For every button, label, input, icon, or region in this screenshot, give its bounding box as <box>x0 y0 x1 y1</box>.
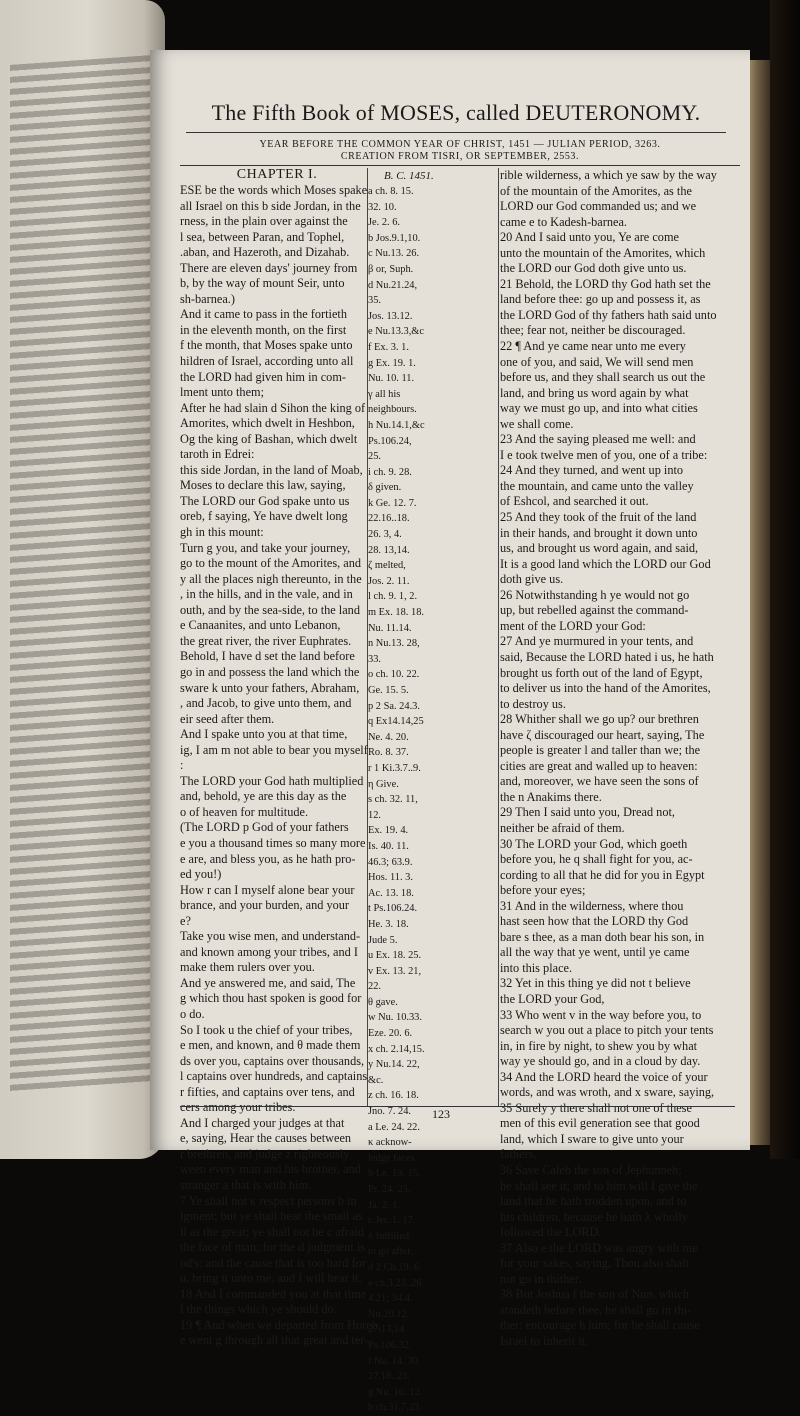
text-line: thee; fear not, neither be discouraged. <box>500 323 686 338</box>
text-line: 7 Ye shall not κ respect persons b in <box>180 1193 357 1208</box>
margin-reference: Ac. 13. 18. <box>368 887 414 899</box>
text-line: brance, and your burden, and your <box>180 898 350 913</box>
text-line: 35 Surely y there shall not one of these <box>500 1100 692 1115</box>
text-line: hast seen how that the LORD thy God <box>500 914 689 929</box>
margin-reference: ledge faces. <box>368 1152 418 1164</box>
text-line: 37 Also e the LORD was angry with me <box>500 1240 698 1255</box>
margin-reference: t Ps.106.24. <box>368 903 418 915</box>
text-line: gh in this mount: <box>180 525 264 540</box>
margin-reference: 46.3; 63.9. <box>368 856 413 868</box>
text-line: ll as the great; ye shall not be c afraid <box>180 1224 365 1239</box>
margin-date-header: B. C. 1451. <box>384 170 434 182</box>
text-line: e went g through all that great and ter- <box>180 1333 369 1348</box>
margin-reference: a Le. 24. 22. <box>368 1121 420 1133</box>
text-line: And I spake unto you at that time, <box>180 727 348 742</box>
text-line: And it came to pass in the fortieth <box>180 307 347 322</box>
text-line: doth give us. <box>500 572 564 587</box>
text-line: taroth in Edrei: <box>180 447 255 462</box>
text-line: l the things which ye should do. <box>180 1302 337 1317</box>
text-line: : <box>180 758 184 773</box>
text-line: outh, and by the sea-side, to the land <box>180 602 360 617</box>
text-line: od's: and the cause that is too hard for <box>180 1255 366 1270</box>
text-line: e? <box>180 913 191 928</box>
margin-reference: e Nu.13.3,&c <box>368 326 424 338</box>
text-line: Turn g you, and take your journey, <box>180 540 351 555</box>
text-line: ed you!) <box>180 867 222 882</box>
margin-reference: g Nu. 10. 12. <box>368 1386 423 1398</box>
margin-reference: d Nu.21.24, <box>368 279 418 291</box>
margin-reference: He. 3. 18. <box>368 918 409 930</box>
text-line: not go in thither. <box>500 1271 582 1286</box>
text-line: fathers, <box>500 1147 537 1162</box>
text-line: rible wilderness, a which ye saw by the way <box>500 168 717 182</box>
text-line: rness, in the plain over against the <box>180 214 348 229</box>
text-line: 20 And I said unto you, Ye are come <box>500 230 679 245</box>
text-line: oreb, f saying, Ye have dwelt long <box>180 509 348 524</box>
text-line: o do. <box>180 1006 205 1021</box>
margin-reference: Ja. 2. 1. <box>368 1199 401 1211</box>
text-line: followed the LORD. <box>500 1225 602 1240</box>
year-line-2: CREATION FROM TISRI, OR SEPTEMBER, 2553. <box>340 151 580 162</box>
text-line: lment unto them; <box>180 385 265 400</box>
text-line: 27 And ye murmured in your tents, and <box>500 634 694 649</box>
text-line: us, and brought us word again, and said, <box>500 541 699 556</box>
margin-reference: k Ge. 12. 7. <box>368 497 417 509</box>
text-line: u, bring it unto me, and I will hear it. <box>180 1271 362 1286</box>
margin-reference: g Ex. 19. 1. <box>368 357 416 369</box>
margin-reference: b Le. 19. 15. <box>368 1168 421 1180</box>
margin-reference: h Nu.14.1,&c <box>368 419 425 431</box>
text-line: eir seed after them. <box>180 711 275 726</box>
margin-reference: a ch. 8. 15. <box>368 186 414 197</box>
text-line: ESE be the words which Moses spake <box>180 183 368 197</box>
text-line: in the eleventh month, on the first <box>180 322 347 337</box>
margin-reference: c Jer. 1. 17. <box>368 1215 416 1227</box>
text-line: It is a good land which the LORD our God <box>500 556 711 571</box>
text-line: 26 Notwithstanding h ye would not go <box>500 587 690 602</box>
margin-reference: &c. <box>368 1074 384 1086</box>
margin-reference: η Give. <box>368 778 399 790</box>
text-line: .aban, and Hazeroth, and Dizahab. <box>180 245 350 260</box>
text-line: Take you wise men, and understand- <box>180 929 361 944</box>
text-line: l sea, between Paran, and Tophel, <box>180 229 345 244</box>
margin-reference: q Ex14.14,25 <box>368 716 424 728</box>
text-line: ds over you, captains over thousands, <box>180 1053 365 1068</box>
text-line: 24 And they turned, and went up into <box>500 463 684 478</box>
text-line: he shall see it; and to him will I give the <box>500 1178 698 1193</box>
margin-reference: Hos. 11. 3. <box>368 872 413 884</box>
text-line: the mountain, and came unto the valley <box>500 478 694 493</box>
left-facing-page <box>0 0 165 1159</box>
text-line: came e to Kadesh-barnea. <box>500 214 627 229</box>
margin-reference: Ps.106.32. <box>368 1339 412 1351</box>
text-line: land, and bring us word again by what <box>500 385 689 400</box>
text-line: o of heaven for multitude. <box>180 804 309 819</box>
text-line: 22 ¶ And ye came near unto me every <box>500 339 686 354</box>
text-line: cities are great and walled up to heaven: <box>500 758 698 773</box>
margin-reference: 22. <box>368 981 381 993</box>
margin-reference: Pr. 24. 23. <box>368 1184 411 1195</box>
text-line: ween every man and his brother, and <box>180 1162 361 1177</box>
text-line: And ye answered me, and said, The <box>180 975 356 990</box>
text-line: hildren of Israel, according unto all <box>180 354 354 369</box>
text-line: 28 Whither shall we go up? our brethren <box>500 712 699 727</box>
text-line: the LORD God of thy fathers hath said unto <box>500 307 717 322</box>
margin-reference: b Jos.9.1,10. <box>368 232 421 244</box>
margin-reference: 33. <box>368 653 381 665</box>
margin-reference: ζ melted, <box>368 560 406 572</box>
text-line: e are, and bless you, as he hath pro- <box>180 851 356 866</box>
text-line: in their hands, and brought it down unto <box>500 525 698 540</box>
text-line: land that he hath trodden upon, and to <box>500 1194 687 1209</box>
text-line: cers among your tribes. <box>180 1100 296 1115</box>
text-line: And I charged your judges at that <box>180 1115 345 1130</box>
right-page <box>150 50 750 1414</box>
text-line: e you a thousand times so many more <box>180 835 366 850</box>
text-line: one of you, and said, We will send men <box>500 354 694 369</box>
margin-reference: neighbours. <box>368 404 417 416</box>
margin-reference: to go after. <box>368 1246 413 1258</box>
margin-reference: Jos. 13.12. <box>368 310 413 322</box>
text-line: 34 And the LORD heard the voice of your <box>500 1069 708 1084</box>
text-line: 19 ¶ And when we departed from Horeb, <box>180 1317 381 1332</box>
margin-reference: 28. 13,14. <box>368 544 410 556</box>
text-line: unto the mountain of the Amorites, which <box>500 245 706 260</box>
text-line: his children, because he hath λ wholly <box>500 1209 688 1224</box>
text-line: up, but rebelled against the command- <box>500 603 689 618</box>
text-line: and, moreover, we have seen the sons of <box>500 774 699 789</box>
left-page-text-blur <box>10 55 150 1095</box>
text-line: stranger a that is with him. <box>180 1178 312 1192</box>
margin-reference: n Nu.13. 28, <box>368 638 420 650</box>
margin-reference: u Ex. 18. 25. <box>368 950 422 962</box>
text-line: and known among your tribes, and I <box>180 944 358 959</box>
text-line: of the mountain of the Amorites, as the <box>500 183 692 198</box>
margin-reference: Jos. 2. 11. <box>368 575 410 587</box>
margin-reference: Nu.20.12. <box>368 1308 410 1320</box>
margin-reference: Nu. 11.14. <box>368 622 412 634</box>
text-line: the LORD our God doth give unto us. <box>500 261 687 276</box>
text-line: 21 Behold, the LORD thy God hath set the <box>500 276 711 291</box>
margin-reference: Jno. 7. 24. <box>368 1106 412 1118</box>
text-line: , in the hills, and in the vale, and in <box>180 587 353 602</box>
text-line: sware k unto your fathers, Abraham, <box>180 680 360 695</box>
text-line: search w you out a place to pitch your tents <box>500 1023 714 1038</box>
right-text-column <box>500 168 732 1350</box>
text-line: brought us forth out of the land of Egypt, <box>500 665 703 680</box>
text-line: this side Jordan, in the land of Moab, <box>180 462 363 477</box>
text-line: So I took u the chief of your tribes, <box>180 1022 353 1037</box>
text-line: to deliver us into the hand of the Amorites, <box>500 681 711 696</box>
margin-reference: l ch. 9. 1, 2. <box>368 591 418 603</box>
margin-reference: β or, Suph. <box>368 263 414 275</box>
page-number: 123 <box>432 1107 450 1121</box>
text-line: e, saying, Hear the causes between <box>180 1131 352 1146</box>
text-line: Og the king of Bashan, which dwelt <box>180 431 358 446</box>
margin-reference: γ all his <box>368 388 401 400</box>
margin-reference: Nu. 10. 11. <box>368 373 415 385</box>
margin-reference: y Nu.14. 22, <box>368 1059 420 1071</box>
text-line: to destroy us. <box>500 696 566 711</box>
margin-reference: i ch. 9. 28. <box>368 466 412 478</box>
margin-reference: 4.21; 34.4. <box>368 1293 413 1305</box>
margin-reference: δ given. <box>368 482 402 494</box>
text-line: have ζ discouraged our heart, saying, The <box>500 727 705 742</box>
margin-reference: z ch. 16. 18. <box>368 1090 419 1102</box>
margin-reference: e ch.3.23..26. <box>368 1277 424 1289</box>
page-title: The Fifth Book of MOSES, called DEUTERONOMY. <box>211 100 701 125</box>
text-line: the great river, the river Euphrates. <box>180 633 352 648</box>
margin-reference: Ge. 15. 5. <box>368 685 409 696</box>
text-line: (The LORD p God of your fathers <box>180 820 349 835</box>
text-line: way ye should go, and in a cloud by day. <box>500 1054 701 1069</box>
text-line: sh-barnea.) <box>180 291 235 306</box>
text-line: neither be afraid of them. <box>500 820 625 835</box>
text-line: 36 Save Caleb the son of Jephunneh; <box>500 1163 682 1177</box>
margin-reference: r 1 Ki.3.7..9. <box>368 762 421 774</box>
text-line: e men, and known, and θ made them <box>180 1038 361 1053</box>
text-line: After he had slain d Sihon the king of <box>180 400 366 415</box>
text-line: all Israel on this b side Jordan, in the <box>180 198 361 213</box>
margin-reference: Ro. 8. 37. <box>368 747 409 759</box>
text-line: land before thee: go up and possess it, as <box>500 292 701 307</box>
text-line: standeth before thee, he shall go in thi- <box>500 1302 692 1317</box>
text-line: Amorites, which dwelt in Heshbon, <box>180 416 355 431</box>
text-line: the LORD your God, <box>500 991 605 1006</box>
text-line: f the month, that Moses spake unto <box>180 338 353 353</box>
text-line: we shall come. <box>500 416 574 431</box>
margin-reference: Ne. 4. 20. <box>368 731 409 743</box>
text-line: g which thou hast spoken is good for <box>180 991 362 1006</box>
text-line: lgment; but ye shall hear the small as <box>180 1209 363 1224</box>
text-line: ther: encourage h him; for he shall cause <box>500 1318 700 1333</box>
text-line: bare s thee, as a man doth bear his son, in <box>500 929 705 944</box>
text-line: 25 And they took of the fruit of the land <box>500 510 697 525</box>
book-binding <box>770 0 800 1159</box>
text-line: 30 The LORD your God, which goeth <box>500 836 688 851</box>
text-line: 29 Then I said unto you, Dread not, <box>500 805 675 820</box>
margin-reference: Ps.106.24, <box>368 435 412 447</box>
margin-reference: 22.16..18. <box>368 513 410 525</box>
text-line: the n Anakims there. <box>500 789 602 804</box>
text-line: b, by the way of mount Seir, unto <box>180 276 345 291</box>
text-line: , and Jacob, to give unto them, and <box>180 696 352 711</box>
text-line: said, Because the LORD hated i us, he hath <box>500 649 714 664</box>
text-line: LORD our God commanded us; and we <box>500 199 697 214</box>
text-line: Behold, I have d set the land before <box>180 649 355 664</box>
text-line: into this place. <box>500 960 573 975</box>
text-line: 31 And in the wilderness, where thou <box>500 898 684 913</box>
text-line: The LORD our God spake unto us <box>180 493 350 508</box>
text-line: of Eshcol, and searched it out. <box>500 494 649 509</box>
text-line: and, behold, ye are this day as the <box>180 789 347 804</box>
text-line: in, in fire by night, to shew you by what <box>500 1038 698 1053</box>
text-line: make them rulers over you. <box>180 960 315 975</box>
text-line: There are eleven days' journey from <box>180 260 358 275</box>
text-line: 33 Who went v in the way before you, to <box>500 1007 702 1022</box>
margin-reference: d 2 Ch.19. 6. <box>368 1261 422 1273</box>
text-line: Israel to inherit it. <box>500 1334 589 1349</box>
margin-reference: λ fulfilled <box>368 1230 410 1242</box>
text-line: The LORD your God hath multiplied <box>180 773 364 788</box>
margin-reference: Eze. 20. 6. <box>368 1028 413 1040</box>
margin-reference: 25. <box>368 451 381 463</box>
margin-reference: 32. 10. <box>368 201 397 213</box>
text-line: for your sakes, saying, Thou also shalt <box>500 1256 689 1271</box>
text-line: go to the mount of the Amorites, and <box>180 556 362 571</box>
text-line: r brethren, and judge z righteously <box>180 1146 350 1161</box>
margin-reference: o ch. 10. 22. <box>368 669 420 681</box>
text-line: ig, I am m not able to bear you myself <box>180 742 368 757</box>
text-line: How r can I myself alone bear your <box>180 882 355 897</box>
text-line: go in and possess the land which the <box>180 664 360 679</box>
margin-reference: f Ex. 3. 1. <box>368 341 409 353</box>
text-line: way we must go up, and into what cities <box>500 401 698 416</box>
margin-reference: c Nu.13. 26. <box>368 248 420 260</box>
margin-references <box>368 168 500 1416</box>
text-line: 38 But Joshua f the son of Nun, which <box>500 1287 689 1302</box>
text-line: 23 And the saying pleased me well: and <box>500 432 696 447</box>
margin-reference: 12. <box>368 809 381 821</box>
margin-reference: Jude 5. <box>368 934 398 946</box>
text-line: e Canaanites, and unto Lebanon, <box>180 618 341 633</box>
margin-reference: 27.18..23. <box>368 1371 410 1383</box>
margin-reference: x ch. 2.14,15. <box>368 1043 425 1055</box>
text-line: before us, and they shall search us out the <box>500 370 706 385</box>
margin-reference: w Nu. 10.33. <box>368 1012 422 1024</box>
margin-reference: θ gave. <box>368 996 398 1008</box>
margin-reference: 26. 3, 4. <box>368 529 402 541</box>
margin-reference: p 2 Sa. 24.3. <box>368 700 420 712</box>
margin-reference: s ch. 32. 11, <box>368 794 418 806</box>
text-line: the LORD had given him in com- <box>180 369 346 384</box>
text-line: ment of the LORD your God: <box>500 618 646 633</box>
page-edge <box>748 60 770 1145</box>
margin-reference: Je. 2. 6. <box>368 217 401 229</box>
year-line-1: YEAR BEFORE THE COMMON YEAR OF CHRIST, 1451 — JULIAN PERIOD, 3263. <box>259 139 661 150</box>
margin-reference: κ acknow- <box>368 1137 412 1149</box>
header-rule <box>180 165 740 166</box>
text-line: Moses to declare this law, saying, <box>180 478 346 493</box>
title-rule <box>186 132 726 133</box>
chapter-heading: CHAPTER I. <box>236 167 318 182</box>
margin-reference: 27.13,14. <box>368 1324 407 1336</box>
text-line: y all the places nigh thereunto, in the <box>180 571 362 586</box>
text-line: l captains over hundreds, and captains <box>180 1069 368 1084</box>
text-line: the face of man; for the d judgment is <box>180 1240 366 1255</box>
text-line: 18 And I commanded you at that time <box>180 1286 367 1301</box>
text-line: words, and was wroth, and x sware, saying, <box>500 1085 715 1100</box>
text-line: before you, he q shall fight for you, ac- <box>500 852 693 867</box>
text-line: people is greater l and taller than we; the <box>500 743 701 758</box>
text-line: men of this evil generation see that good <box>500 1116 700 1131</box>
text-line: I e took twelve men of you, one of a tribe: <box>500 447 708 462</box>
text-line: before your eyes; <box>500 883 586 898</box>
text-line: land, which I sware to give unto your <box>500 1131 684 1146</box>
text-line: 32 Yet in this thing ye did not t believe <box>500 976 691 991</box>
margin-reference: f Nu. 14. 30. <box>368 1355 421 1367</box>
text-line: cording to all that he did for you in Egypt <box>500 867 705 882</box>
margin-reference: v Ex. 13. 21, <box>368 965 422 977</box>
margin-reference: 35. <box>368 295 381 307</box>
text-line: all the way that ye went, until ye came <box>500 945 690 960</box>
margin-reference: h ch.31.7,23. <box>368 1402 422 1414</box>
margin-reference: Is. 40. 11. <box>368 840 409 852</box>
margin-reference: m Ex. 18. 18. <box>368 607 424 619</box>
margin-reference: Ex. 19. 4. <box>368 825 409 837</box>
text-line: r fifties, and captains over tens, and <box>180 1084 355 1099</box>
